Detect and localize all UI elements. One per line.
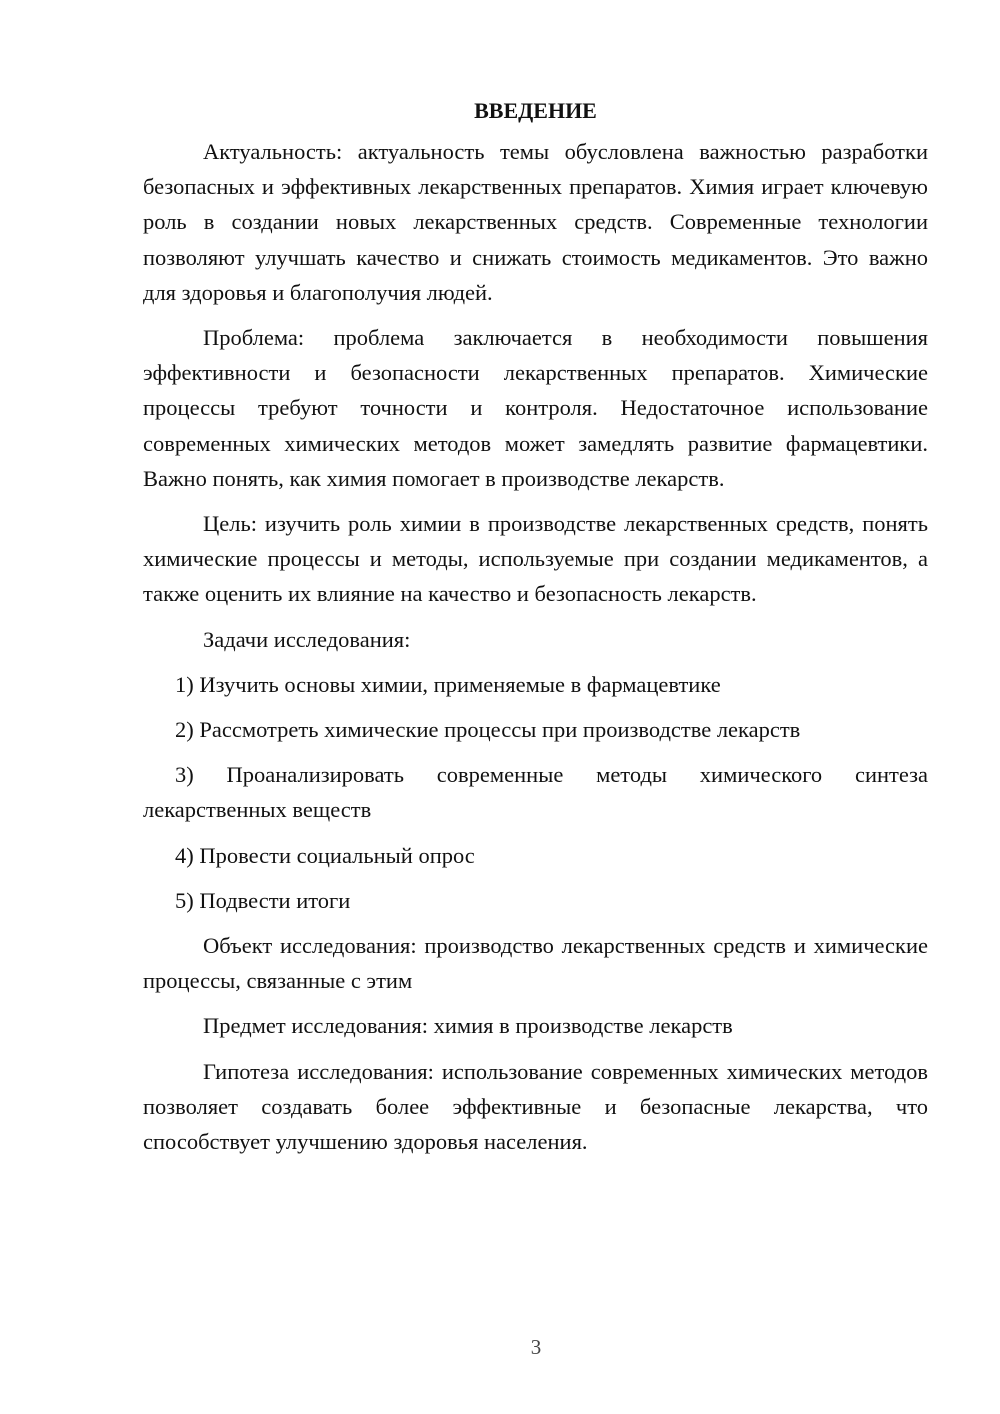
goal-paragraph: Цель: изучить роль химии в производстве лекарственных средств, понять химические процессы и методы, используемые при создании медикаментов, а также оценить их влияние на качество и безопасность лекарств.: [143, 511, 928, 607]
hypothesis-paragraph: Гипотеза исследования: использование современных химических методов позволяет создавать более эффективные и безопасные лекарства, что способствует улучшению здоровья населения.: [143, 1058, 928, 1155]
task-item-3: 3) Проанализировать современные методы химического синтеза лекарственных веществ: [143, 762, 928, 823]
task-item-4: 4) Провести социальный опрос: [175, 842, 475, 868]
document-page: [143, 93, 928, 1169]
tasks-title: Задачи исследования:: [203, 626, 411, 652]
problem-paragraph: Проблема: проблема заключается в необходимости повышения эффективности и безопасности лекарственных препаратов. Химические процессы требуют точности и контроля. Недостаточное использование современных химических методов может замедлять развитие фармацевтики. Важно понять, как химия помогает в производстве лекарств.: [143, 325, 928, 491]
task-item-2: 2) Рассмотреть химические процессы при производстве лекарств: [175, 717, 801, 743]
task-item-1: 1) Изучить основы химии, применяемые в фармацевтике: [175, 671, 721, 697]
page-number: 3: [530, 1335, 542, 1359]
relevance-paragraph: Актуальность: актуальность темы обусловлена важностью разработки безопасных и эффективных лекарственных препаратов. Химия играет ключевую роль в создании новых лекарственных средств. Современные технологии позволяют улучшать качество и снижать стоимость медикаментов. Это важно для здоровья и благополучия людей.: [143, 139, 928, 305]
section-heading: ВВЕДЕНИЕ: [474, 98, 597, 123]
object-paragraph: Объект исследования: производство лекарственных средств и химические процессы, связанные с этим: [143, 933, 928, 994]
subject-paragraph: Предмет исследования: химия в производстве лекарств: [203, 1013, 733, 1039]
task-item-5: 5) Подвести итоги: [175, 887, 351, 913]
